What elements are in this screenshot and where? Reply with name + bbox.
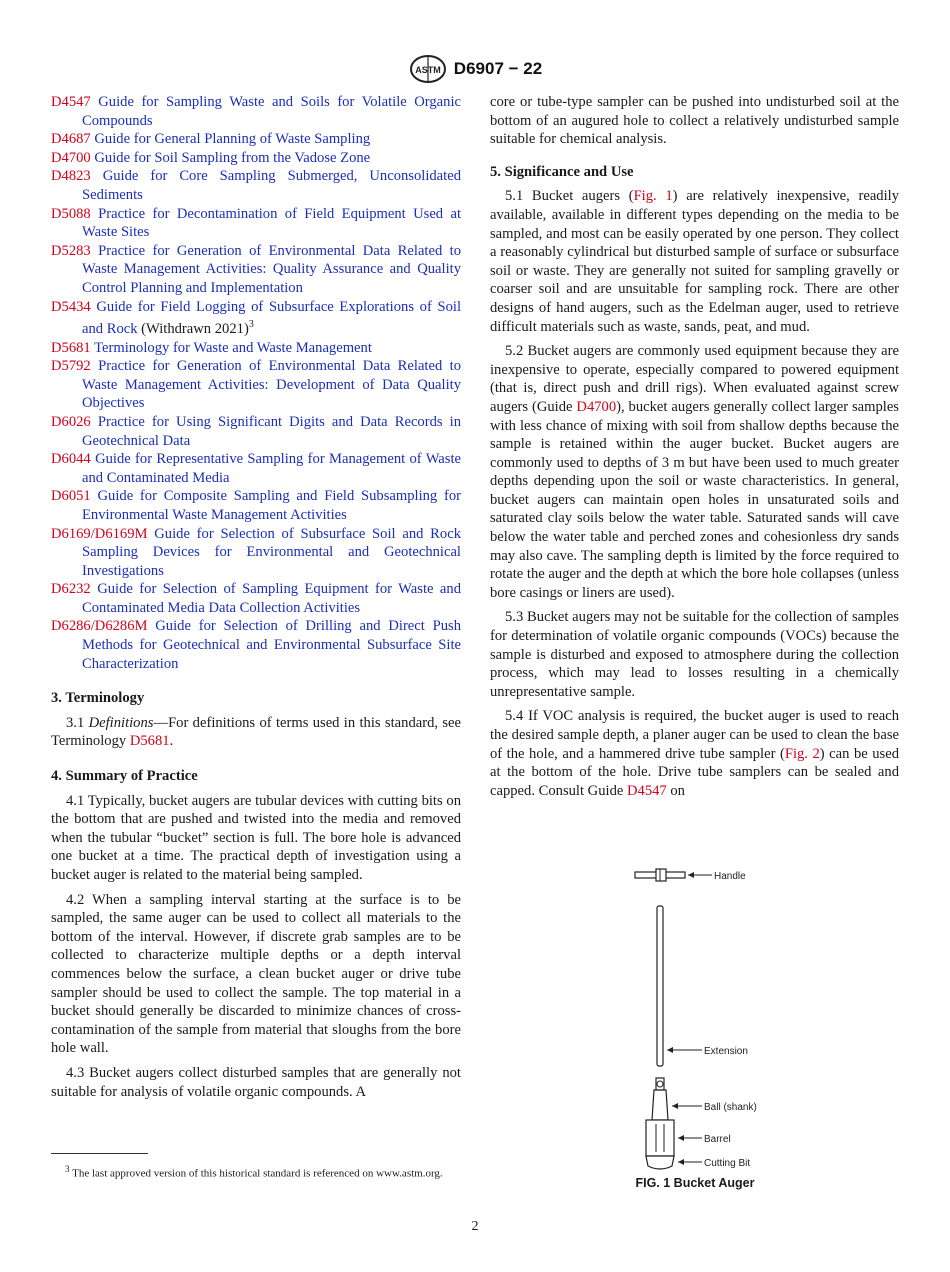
reference-title-link[interactable]: Guide for Core Sampling Submerged, Unconsolidated Sediments [82,168,461,203]
reference-title-link[interactable]: Guide for Composite Sampling and Field Subsampling for Environmental Waste Management Activities [82,488,461,523]
label-handle: Handle [714,871,746,882]
reference-item [51,149,461,168]
reference-item [51,93,461,130]
standard-designation: D6907 − 22 [453,59,543,78]
section-4-1-paragraph: 4.1 Typically, bucket augers are tubular devices with cutting bits on the bottom that are pushed and twisted into the media and removed when the tubular “bucket” section is full. The bore hole is advanced one bucket at a time. The practical depth of investigation using a bucket auger is related to the material being sampled. [51,792,461,884]
reference-title-link[interactable]: Practice for Generation of Environmental Data Related to Waste Management Activities: Quality Assurance and Quality Control Planning and Implementation [82,242,461,296]
label-barrel: Barrel [704,1134,731,1145]
section-5-heading: 5. Significance and Use [490,163,634,180]
reference-item [51,580,461,617]
link-d4547[interactable]: D4547 [627,782,667,799]
referenced-documents-list [51,93,461,673]
reference-title-link[interactable]: Guide for Sampling Waste and Soils for Volatile Organic Compounds [82,94,461,129]
reference-code-link[interactable]: D6232 [51,581,91,598]
reference-code-link[interactable]: D5434 [51,298,91,315]
reference-note: (Withdrawn 2021) [137,320,249,337]
handle-drawing [635,869,746,882]
section-4-3-continuation: core or tube-type sampler can be pushed into undisturbed soil at the bottom of an augured hole to collect a relatively undisturbed sample suitable for chemical analysis. [490,94,899,148]
logo-text: ASTM [415,65,441,75]
reference-item [51,487,461,524]
reference-item [51,357,461,413]
bucket-auger-figure [600,862,820,1182]
reference-item [51,205,461,242]
link-fig-2[interactable]: Fig. 2 [784,745,820,762]
reference-code-link[interactable]: D6026 [51,413,91,430]
page-header [0,52,950,86]
reference-item [51,339,461,358]
section-3-1-paragraph: 3.1 Definitions—For definitions of terms used in this standard, see Terminology D5681. [51,714,462,750]
reference-title-link[interactable]: Guide for Selection of Subsurface Soil and Rock Sampling Devices for Environmental and Geotechnical Investigations [82,525,461,579]
reference-code-link[interactable]: D4687 [51,131,91,148]
reference-title-link[interactable]: Guide for Field Logging of Subsurface Explorations of Soil and Rock [82,298,461,337]
footnote-marker: 3 [248,319,254,331]
reference-title-link[interactable]: Practice for Generation of Environmental Data Related to Waste Management Activities: Development of Data Quality Objectives [82,358,461,412]
reference-title-link[interactable]: Guide for Selection of Sampling Equipment for Waste and Contaminated Media Data Collection Activities [82,581,461,616]
reference-item [51,298,461,339]
label-ball-shank: Ball (shank) [704,1102,757,1113]
label-cutting-bit: Cutting Bit [704,1158,751,1169]
reference-title-link[interactable]: Guide for General Planning of Waste Sampling [94,131,371,148]
reference-title-link[interactable]: Practice for Using Significant Digits and Data Records in Geotechnical Data [82,413,462,449]
link-fig-1[interactable]: Fig. 1 [633,188,673,205]
reference-item [51,525,461,581]
reference-code-link[interactable]: D5792 [51,358,91,375]
reference-item [51,130,461,149]
reference-title-link[interactable]: Practice for Decontamination of Field Equipment Used at Waste Sites [82,205,461,241]
reference-title-link[interactable]: Guide for Selection of Drilling and Direct Push Methods for Geotechnical and Environmental Subsurface Site Characterization [82,618,461,672]
reference-item [51,242,461,298]
reference-code-link[interactable]: D6286/D6286M [51,618,148,635]
reference-title-link[interactable]: Terminology for Waste and Waste Management [94,339,372,356]
extension-drawing [657,906,748,1066]
reference-code-link[interactable]: D4547 [51,94,91,110]
link-d5681[interactable]: D5681 [129,733,170,750]
reference-item [51,167,461,204]
footnote-rule [51,1153,148,1154]
reference-code-link[interactable]: D5681 [51,339,91,356]
ball-shank-drawing [656,1078,757,1113]
reference-code-link[interactable]: D4823 [51,168,91,185]
reference-item [51,617,461,673]
reference-code-link[interactable]: D6044 [51,451,91,468]
label-extension: Extension [704,1046,748,1057]
barrel-drawing [646,1090,731,1156]
reference-code-link[interactable]: D5283 [51,242,91,259]
section-4-2-paragraph: 4.2 When a sampling interval starting at the surface is to be sampled, the same auger can be used to collect all materials to the bottom of the interval. However, if discrete grab samples are to be collected to characterize multiple depths or a depth interval commences below the surface, a clean bucket auger or drive tube sampler should be used to collect the sample. The top material in a bucket should generally be discarded to minimize chances of cross-contamination of the sample from material that sloughs from the bore hole wall. [51,891,461,1057]
page-number: 2 [471,1219,479,1234]
cutting-bit-drawing [646,1156,750,1169]
reference-item [51,450,461,487]
reference-code-link[interactable]: D6051 [51,488,91,505]
reference-item [51,413,461,450]
section-5-3-paragraph: 5.3 Bucket augers may not be suitable for the collection of samples for determination of volatile organic compounds (VOCs) because the sample is disturbed and exposed to atmosphere during the collection process, which may lead to losses resulting in a chemically unrepresentative sample. [490,609,899,700]
footnote: $^3$ The last approved version of this historical standard is referenced on www.astm.org. [65,1164,443,1180]
reference-title-link[interactable]: Guide for Representative Sampling for Management of Waste and Contaminated Media [82,451,461,486]
reference-code-link[interactable]: D6169/D6169M [51,525,148,542]
right-column [490,93,899,800]
link-d4700[interactable]: D4700 [576,398,617,415]
section-5-1-paragraph: 5.1 Bucket augers (Fig. 1) are relatively inexpensive, readily available, available in different types depending on the media to be sampled, and most can be easily operated by one person. They collect a reasonably cylindrical but disturbed sample of surface or subsurface soil or waste. They are generally not suited for sampling gravelly or coarser soil and are unsuitable for sampling rock. There are other designs of hand augers, such as the Edelman auger, used to retrieve difficult materials such as waste, sands, peat, and mud. [490,188,900,335]
figure-caption: FIG. 1 Bucket Auger [635,1176,755,1190]
section-5-4-paragraph: 5.4 If VOC analysis is required, the bucket auger is used to reach the desired sample depth, a planer auger can be used to clean the base of the hole, and a hammered drive tube sampler (Fig. 2) can be used at the bottom of the hole. Drive tube samplers can be sealed and capped. Consult Guide D4547 on [490,708,900,799]
astm-logo-icon [408,54,448,84]
section-3-heading: 3. Terminology [51,690,145,707]
section-5-2-paragraph: 5.2 Bucket augers are commonly used equipment because they are inexpensive to operate, especially compared to powered equipment (that is, direct push and drill rigs). When evaluated against screw augers (Guide D4700), bucket augers generally collect larger samples with less chance of mixing with soil from shallow depths because the sample is retained within the auger bucket. Bucket augers are commonly used to depths of 3 m but have been used to much greater depths depending upon the soil or waste characteristics. In general, bucket augers can maintain open holes in unsaturated soils and saturated clay soils below the water table. Saturated sands will cave below the water table and perched zones and cohesionless dry sands may also cave. The sampling depth is limited by the force required to rotate the auger and the depth at which the bore hole collapses (unless bore casings or liners are used). [490,343,899,601]
reference-code-link[interactable]: D4700 [51,149,91,166]
section-4-3-paragraph: 4.3 Bucket augers collect disturbed samples that are generally not suitable for analysis of volatile organic compounds. A [51,1064,461,1100]
reference-code-link[interactable]: D5088 [51,205,91,222]
left-column [51,93,461,1101]
section-4-heading: 4. Summary of Practice [51,768,198,785]
reference-title-link[interactable]: Guide for Soil Sampling from the Vadose Zone [94,149,371,166]
